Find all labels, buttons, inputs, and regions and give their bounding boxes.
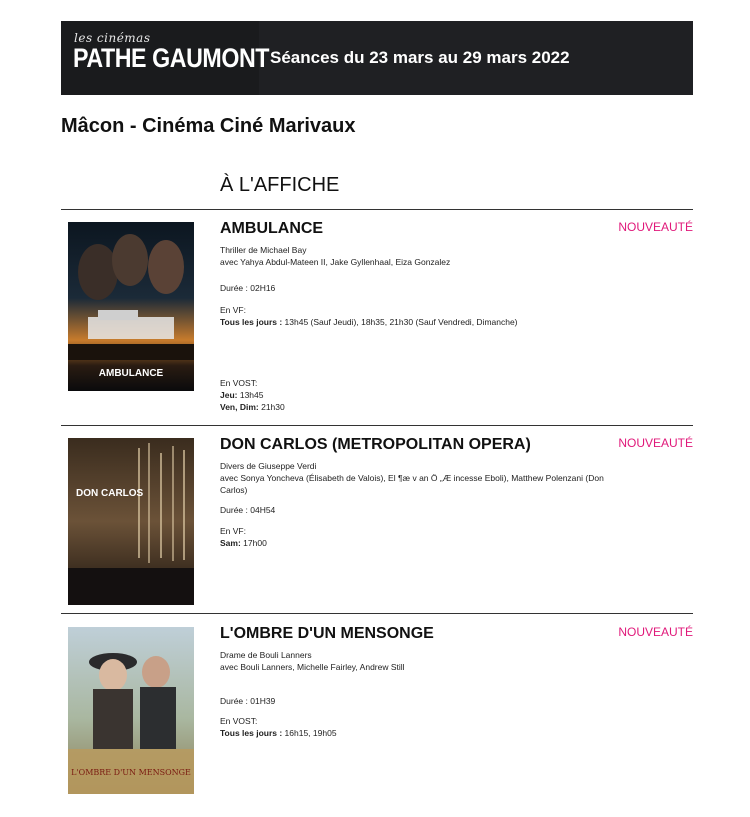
logo-small-text: les cinémas (74, 31, 151, 45)
movie-title[interactable]: DON CARLOS (METROPOLITAN OPERA) (220, 436, 531, 453)
screenings-vost (220, 377, 660, 413)
new-badge: NOUVEAUTÉ (618, 436, 693, 450)
new-badge: NOUVEAUTÉ (618, 625, 693, 639)
divider (61, 209, 693, 210)
movie-duration: Durée : 04H54 (220, 505, 276, 515)
screening-days: Sam: (220, 538, 241, 548)
movie-genre: Thriller de Michael Bay (220, 245, 307, 255)
screening-row (220, 401, 660, 413)
cinema-name: Mâcon - Cinéma Ciné Marivaux (61, 115, 356, 137)
screening-days: Tous les jours : (220, 728, 283, 738)
movie-info (220, 244, 660, 268)
poster-l-ombre-image (68, 627, 194, 794)
screenings-vf (220, 304, 660, 328)
poster-ambulance-text: AMBULANCE (98, 368, 164, 379)
new-badge: NOUVEAUTÉ (618, 220, 693, 234)
movie-duration: Durée : 01H39 (220, 696, 276, 706)
movie-cast: avec Sonya Yoncheva (Élisabeth de Valois), El ¶æ v an Ö „Æ incesse Eboli), Matthew Polenzani (Don Carlos) (220, 473, 604, 495)
movie-info (220, 649, 660, 673)
movie-item-don-carlos (61, 436, 693, 608)
poster-don-carlos-text: DON CARLOS (76, 488, 144, 499)
screenings-vf (220, 525, 660, 549)
screening-days: Jeu: (220, 390, 238, 400)
movie-cast: avec Yahya Abdul-Mateen II, Jake Gyllenhaal, Eiza Gonzalez (220, 257, 451, 267)
screening-row (220, 727, 660, 739)
movie-info (220, 460, 630, 496)
poster-l-ombre-d-un-mensonge[interactable] (68, 627, 194, 794)
movie-title[interactable]: AMBULANCE (220, 220, 324, 237)
section-title: À L'AFFICHE (220, 174, 340, 196)
screening-times: 13h45 (Sauf Jeudi), 18h35, 21h30 (Sauf Vendredi, Dimanche) (282, 317, 518, 327)
logo-big-text: PATHE GAUMONT (73, 43, 270, 73)
movie-item-ambulance (61, 220, 693, 420)
divider (61, 425, 693, 426)
header-banner (61, 21, 693, 95)
screening-days: Tous les jours : (220, 317, 283, 327)
pathe-gaumont-logo (61, 21, 270, 95)
screening-row (220, 537, 660, 549)
header-title: Séances du 23 mars au 29 mars 2022 (270, 48, 570, 67)
poster-ambulance-image (68, 222, 194, 391)
poster-l-ombre-text: L'OMBRE D'UN MENSONGE (71, 768, 191, 777)
divider (61, 613, 693, 614)
poster-don-carlos-image (68, 438, 194, 605)
screening-times: 21h30 (258, 402, 285, 412)
movie-cast: avec Bouli Lanners, Michelle Fairley, Andrew Still (220, 662, 405, 672)
poster-ambulance[interactable] (68, 222, 194, 391)
screening-times: 13h45 (237, 390, 264, 400)
movie-genre: Divers de Giuseppe Verdi (220, 461, 317, 471)
poster-don-carlos[interactable] (68, 438, 194, 605)
version-label: En VOST: (220, 716, 258, 726)
version-label: En VOST: (220, 378, 258, 388)
screening-days: Ven, Dim: (220, 402, 259, 412)
movie-genre: Drame de Bouli Lanners (220, 650, 312, 660)
movie-item-l-ombre-d-un-mensonge (61, 625, 693, 800)
screening-row (220, 316, 660, 328)
version-label: En VF: (220, 305, 246, 315)
movie-duration: Durée : 02H16 (220, 283, 276, 293)
screening-row (220, 389, 660, 401)
screening-times: 16h15, 19h05 (282, 728, 337, 738)
movie-title[interactable]: L'OMBRE D'UN MENSONGE (220, 625, 434, 642)
version-label: En VF: (220, 526, 246, 536)
screenings-vost (220, 715, 660, 739)
screening-times: 17h00 (240, 538, 267, 548)
